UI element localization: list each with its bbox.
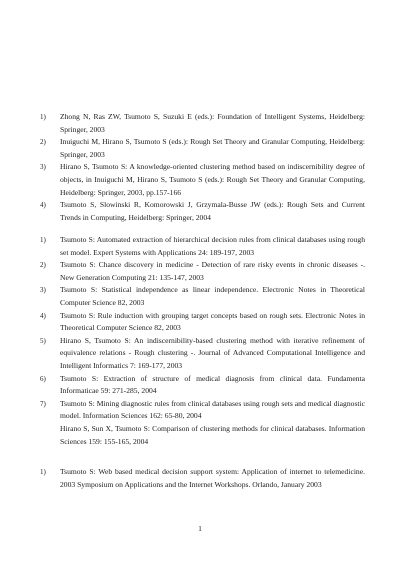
reference-number: 4) [40, 201, 46, 210]
reference-text: Tsumoto S: Rule induction with grouping target concepts based on rough sets. Electronic Notes in Theoretical Computer Science 82, 2003 [60, 310, 365, 333]
reference-text: Zhong N, Ras ZW, Tsumoto S, Suzuki E (eds.): Foundation of Intelligent Systems, Heidelberg: Springer, 2003 [60, 112, 365, 134]
reference-item [40, 199, 365, 224]
reference-item [40, 310, 365, 335]
reference-number: 1) [40, 113, 46, 121]
reference-item [40, 136, 365, 161]
reference-list-books [40, 111, 365, 224]
reference-item [40, 234, 365, 259]
reference-item [40, 398, 365, 448]
reference-item [40, 111, 365, 136]
reference-item [40, 466, 365, 491]
reference-number: 5) [40, 336, 46, 345]
page-number: 1 [198, 524, 202, 533]
reference-list-journals [40, 234, 365, 448]
reference-text: Hirano S, Tsumoto S: An indiscernibility-based clustering method with iterative refinement of equivalence relations - Rough clustering -. Journal of Advanced Computational Intelligence and Intelligent Informatics 7: 169-177, 2003 [60, 335, 365, 370]
reference-item [40, 284, 365, 309]
reference-item [40, 259, 365, 284]
reference-text: Tsumoto S: Extraction of structure of medical diagnosis from clinical data. Fundamenta Informaticae 59: 271-285, 2004 [60, 373, 365, 396]
reference-number: 7) [40, 399, 46, 408]
reference-text: Tsumoto S: Automated extraction of hierarchical decision rules from clinical databases using rough set model. Expert Systems with Applications 24: 189-197, 2003 [60, 235, 365, 257]
reference-text: Tsumoto S: Chance discovery in medicine - Detection of rare risky events in chronic diseases -. New Generation Computing 21: 135-147, 2003 [60, 260, 365, 282]
reference-text: Inuiguchi M, Hirano S, Tsumoto S (eds.): Rough Set Theory and Granular Computing, Heidelberg: Springer, 2003 [60, 137, 365, 159]
reference-number: 4) [40, 311, 46, 320]
reference-item [40, 373, 365, 398]
reference-text: Hirano S, Tsumoto S: A knowledge-oriented clustering method based on indiscernibility degree of objects, in Inuiguchi M, Hirano S, Tsumoto S (eds.): Rough Set Theory and Granular Computing, Heidelberg: Springer, 2003, pp.157-166 [60, 162, 365, 197]
reference-item [40, 161, 365, 199]
reference-number: 2) [40, 138, 46, 147]
reference-text: Tsumoto S: Mining diagnostic rules from clinical databases using rough sets and medical diagnostic model. Information Sciences 162: 65-80, 2004 [60, 398, 365, 421]
reference-number: 3) [40, 163, 46, 172]
reference-number: 6) [40, 374, 46, 383]
reference-number: 3) [40, 286, 46, 295]
reference-list-conference [40, 466, 365, 491]
reference-continuation-text: Hirano S, Sun X, Tsumoto S: Comparison of clustering methods for clinical databases. Information Sciences 159: 155-165, 2004 [60, 423, 365, 446]
reference-item [40, 335, 365, 373]
reference-text: Tsumoto S: Statistical independence as linear independence. Electronic Notes in Theoretical Computer Science 82, 2003 [60, 285, 365, 307]
reference-number: 1) [40, 236, 46, 244]
reference-text: Tsumoto S: Web based medical decision support system: Application of internet to telemedicine. 2003 Symposium on Applications and the Internet Workshops. Orlando, January 2003 [60, 467, 365, 489]
reference-text: Tsumoto S, Slowinski R, Komorowski J, Grzymala-Busse JW (eds.): Rough Sets and Current Trends in Computing, Heidelberg: Springer, 2004 [60, 200, 365, 222]
reference-number: 2) [40, 261, 46, 270]
reference-number: 1) [40, 468, 46, 476]
